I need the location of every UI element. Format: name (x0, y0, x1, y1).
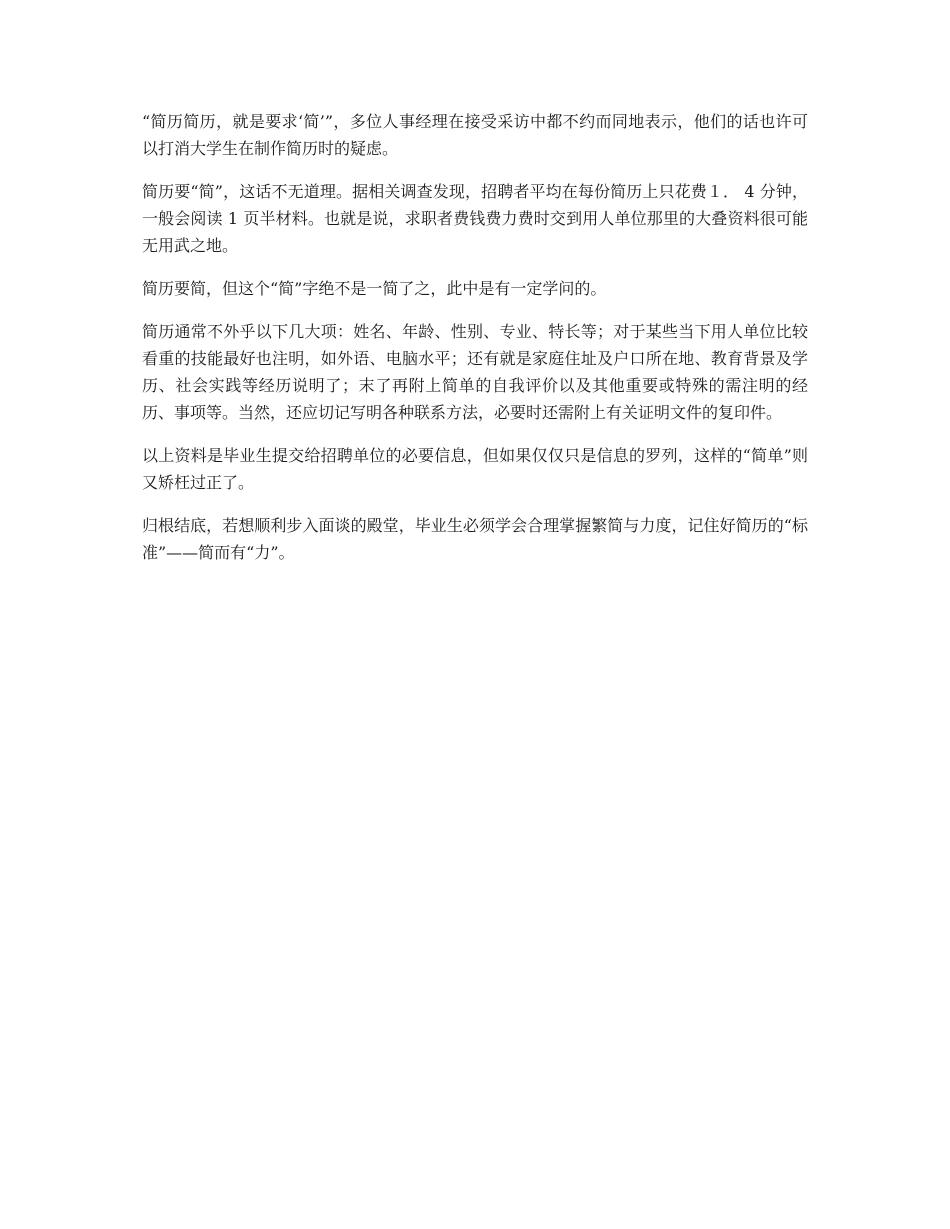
paragraph-6: 归根结底，若想顺利步入面谈的殿堂，毕业生必须学会合理掌握繁简与力度，记住好简历的“标准”——简而有“力”。 (142, 516, 808, 562)
paragraph-1: “简历简历，就是要求‘简’”，多位人事经理在接受采访中都不约而同地表示，他们的话也许可以打消大学生在制作简历时的疑虑。 (142, 112, 808, 158)
paragraph-5: 以上资料是毕业生提交给招聘单位的必要信息，但如果仅仅只是信息的罗列，这样的“简单”则又矫枉过正了。 (142, 446, 808, 492)
paragraph-2: 简历要“简”，这话不无道理。据相关调查发现，招聘者平均在每份简历上只花费１． 4 分钟，一般会阅读 1 页半材料。也就是说，求职者费钱费力费时交到用人单位那里的大叠资料很可能无用武之地。 (142, 182, 808, 255)
paragraph-3: 简历要简，但这个“简”字绝不是一简了之，此中是有一定学问的。 (142, 279, 607, 298)
paragraph-4: 简历通常不外乎以下几大项：姓名、年龄、性别、专业、特长等；对于某些当下用人单位比较看重的技能最好也注明，如外语、电脑水平；还有就是家庭住址及户口所在地、教育背景及学历、社会实践等经历说明了；末了再附上简单的自我评价以及其他重要或特殊的需注明的经历、事项等。当然，还应切记写明各种联系方法，必要时还需附上有关证明文件的复印件。 (142, 322, 808, 422)
